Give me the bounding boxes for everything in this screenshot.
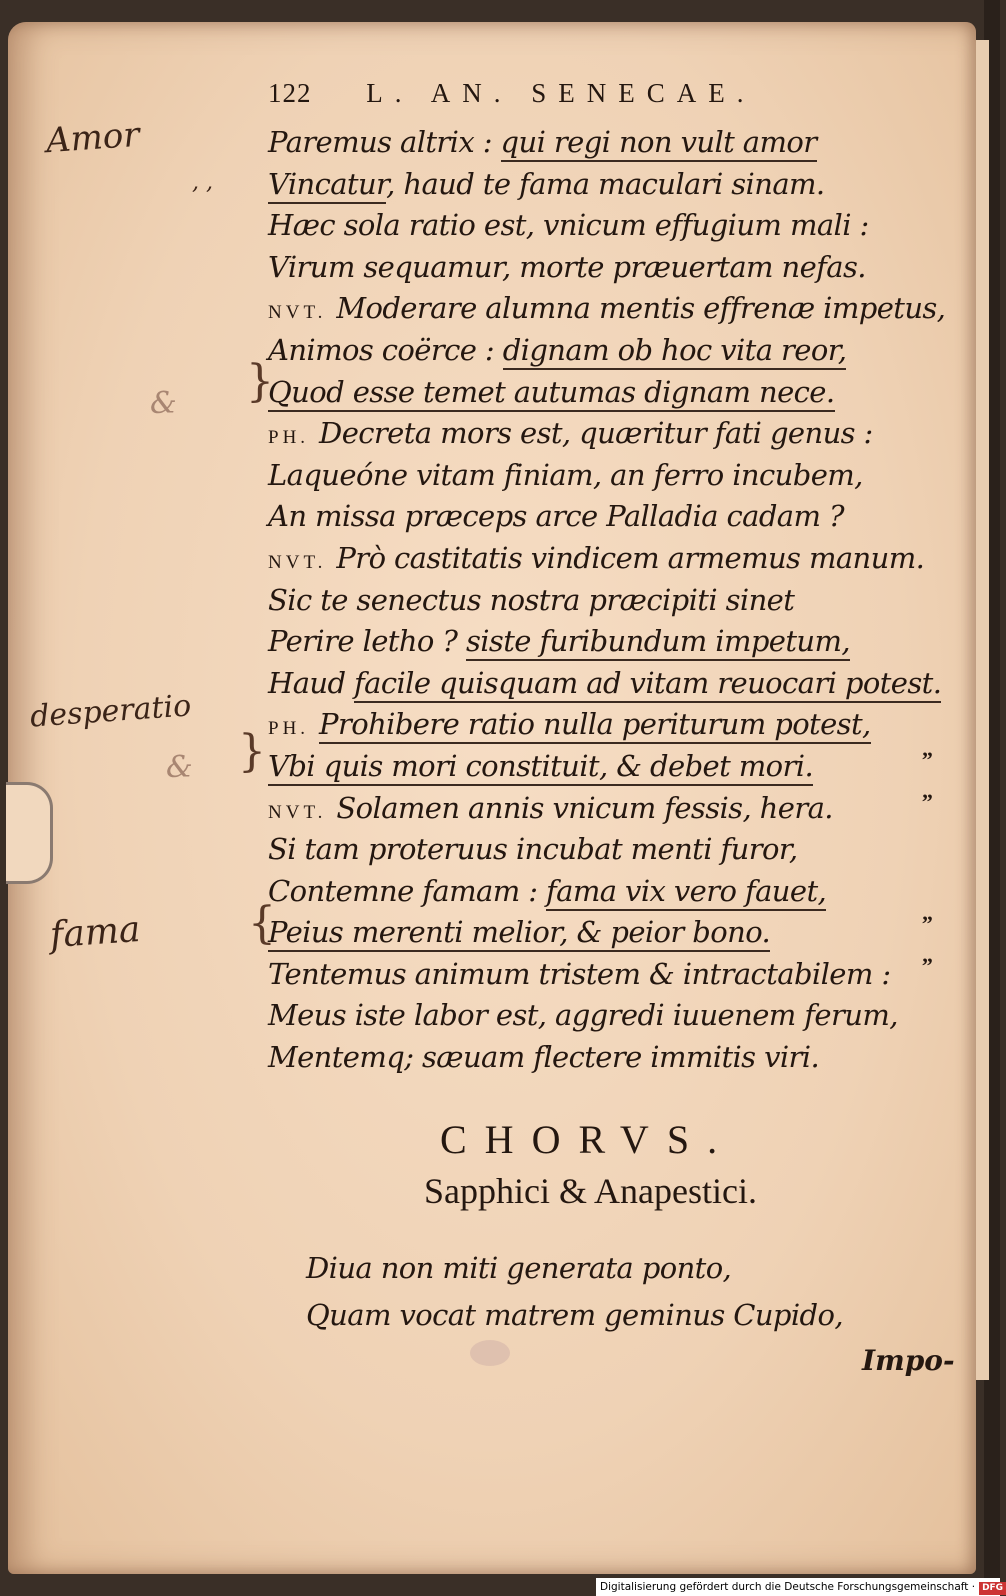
faint-scribble: & bbox=[150, 386, 177, 421]
verse-line bbox=[268, 621, 958, 663]
chorus-line: Quam vocat matrem geminus Cupido, bbox=[306, 1298, 843, 1332]
verse-text: Virum sequamur, morte præuertam nefas. bbox=[268, 249, 866, 284]
quote-mark: „ bbox=[922, 778, 933, 803]
verse-text: Paremus altrix : bbox=[268, 125, 501, 159]
quote-mark: „ bbox=[922, 900, 933, 925]
margin-note-amor: Amor bbox=[44, 114, 141, 162]
page-number: 122 bbox=[268, 78, 312, 108]
margin-brace: { bbox=[248, 898, 276, 949]
underlined-text: qui regi non vult amor bbox=[501, 125, 817, 162]
verse-line bbox=[268, 871, 958, 913]
verse-text: Decreta mors est, quæritur fati genus : bbox=[319, 416, 873, 451]
underlined-text: fama vix vero fauet, bbox=[546, 874, 826, 911]
digitization-footer bbox=[596, 1578, 1004, 1596]
underlined-text: Vbi quis mori constituit, & debet mori. bbox=[268, 749, 813, 786]
underlined-text: Vincatur bbox=[268, 167, 386, 204]
chorus-line: Diua non miti generata ponto, bbox=[306, 1251, 732, 1285]
margin-note-fama: fama bbox=[48, 908, 142, 957]
verse-text: Si tam proteruus incubat menti furor, bbox=[268, 832, 798, 867]
verse-text: Laqueóne vitam finiam, an ferro incubem, bbox=[268, 457, 863, 492]
verse-line bbox=[268, 788, 958, 830]
margin-note-desperatio: desperatio bbox=[28, 688, 193, 735]
verse-line bbox=[268, 746, 958, 788]
verse-text: Hæc sola ratio est, vnicum effugium mali : bbox=[268, 208, 869, 243]
verse-line bbox=[268, 164, 958, 206]
verse-text: , haud te fama maculari sinam. bbox=[386, 166, 825, 201]
verse-line bbox=[268, 205, 958, 247]
verse-line bbox=[268, 912, 958, 954]
verse-line bbox=[268, 330, 958, 372]
speaker-label: PH. bbox=[268, 718, 310, 740]
verse-text: Mentemq; sæuam flectere immitis viri. bbox=[268, 1040, 820, 1075]
verse-line bbox=[268, 538, 958, 580]
verse-line bbox=[268, 496, 958, 538]
verse-text: Animos coërce : bbox=[268, 332, 503, 367]
underlined-text: Peius merenti melior, & peior bono. bbox=[268, 915, 770, 952]
verse-text: Perire letho ? bbox=[268, 624, 466, 659]
quote-mark: „ bbox=[922, 942, 933, 967]
verse-text: Contemne famam : bbox=[268, 873, 547, 908]
verse-text: Moderare alumna mentis effrenæ impetus, bbox=[336, 291, 946, 326]
margin-brace: } bbox=[246, 356, 274, 407]
running-head bbox=[268, 78, 828, 109]
verse-text: An missa præceps arce Palladia cadam ? bbox=[268, 499, 844, 534]
page-tab-clip bbox=[6, 782, 53, 884]
verse-text: Haud bbox=[268, 665, 355, 700]
verse-line bbox=[268, 663, 958, 705]
verse-line bbox=[268, 372, 958, 414]
underlined-text: Prohibere ratio nulla periturum potest, bbox=[319, 707, 871, 744]
verse-line bbox=[268, 704, 958, 746]
margin-mark: , , bbox=[192, 170, 213, 195]
verse-line bbox=[268, 247, 958, 289]
chorus-title: CHORVS. bbox=[440, 1117, 736, 1162]
speaker-label: PH. bbox=[268, 427, 310, 449]
ink-stain bbox=[470, 1340, 510, 1366]
verse-line bbox=[268, 122, 958, 164]
verse-line bbox=[268, 413, 958, 455]
verse-text: Sic te senectus nostra præcipiti sinet bbox=[268, 582, 795, 617]
verse-line bbox=[268, 995, 958, 1037]
verse-line bbox=[268, 455, 958, 497]
footer-text: Digitalisierung gefördert durch die Deutsche Forschungsgemeinschaft · bbox=[600, 1581, 976, 1593]
speaker-label: NVT. bbox=[268, 551, 327, 573]
faint-scribble: & bbox=[166, 750, 193, 785]
chorus-subtitle: Sapphici & Anapestici. bbox=[424, 1171, 757, 1211]
running-title: L. AN. SENECAE. bbox=[366, 78, 756, 108]
underlined-text: siste furibundum impetum, bbox=[466, 624, 850, 661]
verse-text: Solamen annis vnicum fessis, hera. bbox=[336, 790, 833, 825]
underlined-text: Quod esse temet autumas dignam nece. bbox=[268, 375, 835, 412]
verse-line bbox=[268, 580, 958, 622]
speaker-label: NVT. bbox=[268, 302, 327, 324]
chorus-verses bbox=[306, 1245, 843, 1339]
speaker-label: NVT. bbox=[268, 801, 327, 823]
underlined-text: facile quisquam ad vitam reuocari potest. bbox=[354, 666, 941, 703]
verse-text: Meus iste labor est, aggredi iuuenem ferum, bbox=[268, 998, 898, 1033]
verse-line bbox=[268, 954, 958, 996]
verse-block bbox=[268, 122, 958, 1079]
verse-line bbox=[268, 1037, 958, 1079]
underlined-text: dignam ob hoc vita reor, bbox=[503, 333, 847, 370]
catchword: Impo- bbox=[862, 1344, 955, 1377]
verse-text: Tentemus animum tristem & intractabilem : bbox=[268, 956, 891, 991]
verse-text: Prò castitatis vindicem armemus manum. bbox=[336, 540, 925, 575]
dfg-logo: DFG bbox=[979, 1582, 1006, 1595]
verse-line bbox=[268, 829, 958, 871]
quote-mark: „ bbox=[922, 736, 933, 761]
margin-brace: } bbox=[238, 726, 266, 777]
verse-line bbox=[268, 288, 958, 330]
